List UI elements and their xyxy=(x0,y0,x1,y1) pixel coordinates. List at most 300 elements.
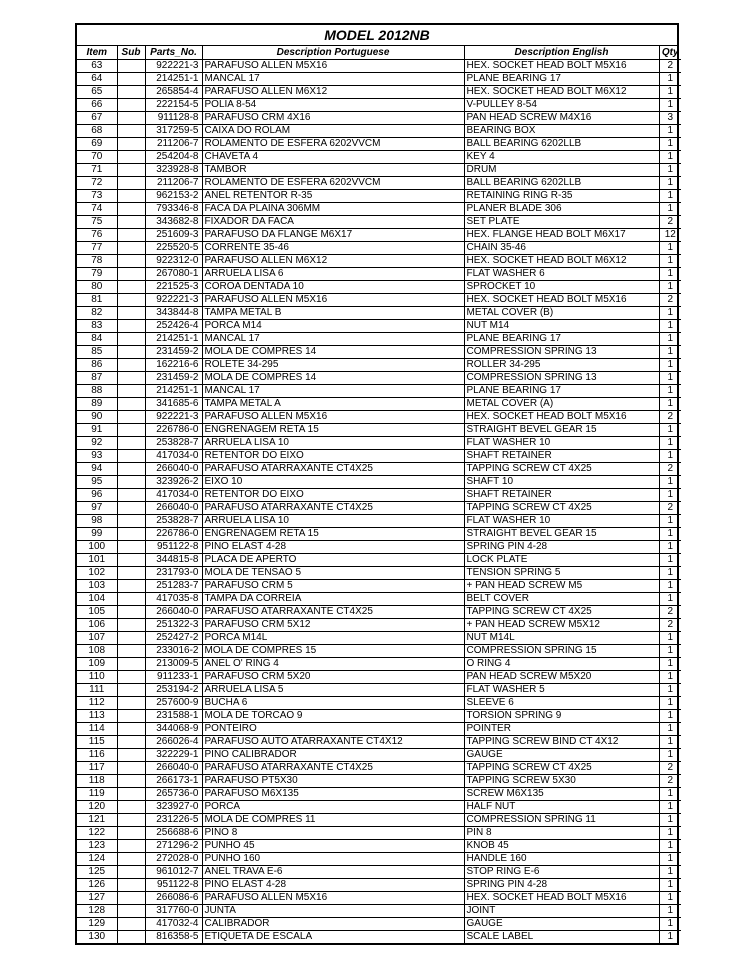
description-portuguese-cell: PORCA M14 xyxy=(202,320,464,333)
table-row xyxy=(77,346,681,359)
sub-cell xyxy=(117,112,145,125)
qty-cell: 1 xyxy=(659,424,681,437)
description-english-cell: NUT M14L xyxy=(464,632,659,645)
item-cell: 120 xyxy=(77,801,117,814)
part-number-cell: 231793-0 xyxy=(145,567,202,580)
sub-cell xyxy=(117,151,145,164)
item-cell: 67 xyxy=(77,112,117,125)
description-english-cell: NUT M14 xyxy=(464,320,659,333)
table-row xyxy=(77,645,681,658)
sub-cell xyxy=(117,229,145,242)
header-description-portuguese: Description Portuguese xyxy=(202,46,464,60)
part-number-cell: 343844-8 xyxy=(145,307,202,320)
description-portuguese-cell: MOLA DE TENSAO 5 xyxy=(202,567,464,580)
description-english-cell: HEX. SOCKET HEAD BOLT M6X12 xyxy=(464,86,659,99)
part-number-cell: 341685-6 xyxy=(145,398,202,411)
description-english-cell: SHAFT 10 xyxy=(464,476,659,489)
table-row xyxy=(77,710,681,723)
item-cell: 74 xyxy=(77,203,117,216)
description-english-cell: COMPRESSION SPRING 15 xyxy=(464,645,659,658)
part-number-cell: 343682-8 xyxy=(145,216,202,229)
qty-cell: 1 xyxy=(659,541,681,554)
header-row xyxy=(77,46,681,60)
description-english-cell: HEX. SOCKET HEAD BOLT M6X12 xyxy=(464,255,659,268)
description-english-cell: DRUM xyxy=(464,164,659,177)
sub-cell xyxy=(117,476,145,489)
table-row xyxy=(77,73,681,86)
part-number-cell: 267080-1 xyxy=(145,268,202,281)
sub-cell xyxy=(117,723,145,736)
description-portuguese-cell: PINO ELAST 4-28 xyxy=(202,541,464,554)
table-row xyxy=(77,775,681,788)
description-english-cell: BELT COVER xyxy=(464,593,659,606)
description-portuguese-cell: MOLA DE TORCAO 9 xyxy=(202,710,464,723)
table-row xyxy=(77,424,681,437)
description-english-cell: PLANE BEARING 17 xyxy=(464,73,659,86)
table-row xyxy=(77,580,681,593)
table-row xyxy=(77,268,681,281)
qty-cell: 12 xyxy=(659,229,681,242)
description-english-cell: BALL BEARING 6202LLB xyxy=(464,138,659,151)
item-cell: 108 xyxy=(77,645,117,658)
table-row xyxy=(77,86,681,99)
sub-cell xyxy=(117,593,145,606)
part-number-cell: 317259-5 xyxy=(145,125,202,138)
description-english-cell: PAN HEAD SCREW M4X16 xyxy=(464,112,659,125)
description-english-cell: COMPRESSION SPRING 13 xyxy=(464,372,659,385)
qty-cell: 1 xyxy=(659,177,681,190)
part-number-cell: 253828-7 xyxy=(145,437,202,450)
description-portuguese-cell: PINO 8 xyxy=(202,827,464,840)
table-row xyxy=(77,60,681,73)
part-number-cell: 265736-0 xyxy=(145,788,202,801)
sub-cell xyxy=(117,99,145,112)
part-number-cell: 344068-9 xyxy=(145,723,202,736)
description-english-cell: PLANE BEARING 17 xyxy=(464,385,659,398)
part-number-cell: 253194-2 xyxy=(145,684,202,697)
part-number-cell: 226786-0 xyxy=(145,424,202,437)
item-cell: 102 xyxy=(77,567,117,580)
sub-cell xyxy=(117,203,145,216)
item-cell: 93 xyxy=(77,450,117,463)
sub-cell xyxy=(117,528,145,541)
table-row xyxy=(77,814,681,827)
part-number-cell: 922221-3 xyxy=(145,411,202,424)
qty-cell: 1 xyxy=(659,736,681,749)
description-english-cell: HEX. FLANGE HEAD BOLT M6X17 xyxy=(464,229,659,242)
table-row xyxy=(77,125,681,138)
description-english-cell: TAPPING SCREW 5X30 xyxy=(464,775,659,788)
part-number-cell: 251609-3 xyxy=(145,229,202,242)
description-english-cell: PLANE BEARING 17 xyxy=(464,333,659,346)
description-portuguese-cell: PARAFUSO ATARRAXANTE CT4X25 xyxy=(202,606,464,619)
description-portuguese-cell: ANEL RETENTOR R-35 xyxy=(202,190,464,203)
item-cell: 113 xyxy=(77,710,117,723)
item-cell: 92 xyxy=(77,437,117,450)
table-row xyxy=(77,515,681,528)
table-row xyxy=(77,528,681,541)
table-row xyxy=(77,372,681,385)
description-portuguese-cell: POLIA 8-54 xyxy=(202,99,464,112)
description-portuguese-cell: PARAFUSO ATARRAXANTE CT4X25 xyxy=(202,762,464,775)
item-cell: 110 xyxy=(77,671,117,684)
table-row xyxy=(77,801,681,814)
qty-cell: 1 xyxy=(659,268,681,281)
description-english-cell: SLEEVE 6 xyxy=(464,697,659,710)
description-english-cell: COMPRESSION SPRING 13 xyxy=(464,346,659,359)
part-number-cell: 951122-8 xyxy=(145,879,202,892)
part-number-cell: 911233-1 xyxy=(145,671,202,684)
description-english-cell: PLANER BLADE 306 xyxy=(464,203,659,216)
description-english-cell: SHAFT RETAINER xyxy=(464,489,659,502)
item-cell: 116 xyxy=(77,749,117,762)
item-cell: 69 xyxy=(77,138,117,151)
description-portuguese-cell: RETENTOR DO EIXO xyxy=(202,450,464,463)
item-cell: 121 xyxy=(77,814,117,827)
description-portuguese-cell: ANEL TRAVA E-6 xyxy=(202,866,464,879)
description-portuguese-cell: PARAFUSO M6X135 xyxy=(202,788,464,801)
qty-cell: 1 xyxy=(659,580,681,593)
description-english-cell: PIN 8 xyxy=(464,827,659,840)
sub-cell xyxy=(117,372,145,385)
item-cell: 130 xyxy=(77,931,117,944)
table-row xyxy=(77,892,681,905)
part-number-cell: 257600-9 xyxy=(145,697,202,710)
item-cell: 129 xyxy=(77,918,117,931)
description-portuguese-cell: ARRUELA LISA 10 xyxy=(202,515,464,528)
qty-cell: 1 xyxy=(659,931,681,944)
qty-cell: 1 xyxy=(659,866,681,879)
part-number-cell: 266040-0 xyxy=(145,606,202,619)
sub-cell xyxy=(117,814,145,827)
table-row xyxy=(77,788,681,801)
qty-cell: 1 xyxy=(659,879,681,892)
description-english-cell: KEY 4 xyxy=(464,151,659,164)
table-row xyxy=(77,255,681,268)
description-english-cell: BALL BEARING 6202LLB xyxy=(464,177,659,190)
qty-cell: 1 xyxy=(659,749,681,762)
sub-cell xyxy=(117,684,145,697)
item-cell: 78 xyxy=(77,255,117,268)
description-portuguese-cell: CORRENTE 35-46 xyxy=(202,242,464,255)
description-portuguese-cell: MOLA DE COMPRES 11 xyxy=(202,814,464,827)
qty-cell: 1 xyxy=(659,645,681,658)
sub-cell xyxy=(117,697,145,710)
header-item: Item xyxy=(77,46,117,60)
part-number-cell: 252426-4 xyxy=(145,320,202,333)
table-row xyxy=(77,242,681,255)
table-row xyxy=(77,281,681,294)
description-portuguese-cell: ETIQUETA DE ESCALA xyxy=(202,931,464,944)
sub-cell xyxy=(117,281,145,294)
description-english-cell: METAL COVER (A) xyxy=(464,398,659,411)
table-row xyxy=(77,658,681,671)
description-english-cell: V-PULLEY 8-54 xyxy=(464,99,659,112)
description-english-cell: + PAN HEAD SCREW M5 xyxy=(464,580,659,593)
sub-cell xyxy=(117,346,145,359)
qty-cell: 2 xyxy=(659,411,681,424)
part-number-cell: 162216-6 xyxy=(145,359,202,372)
part-number-cell: 951122-8 xyxy=(145,541,202,554)
sub-cell xyxy=(117,450,145,463)
qty-cell: 2 xyxy=(659,60,681,73)
description-portuguese-cell: BUCHA 6 xyxy=(202,697,464,710)
part-number-cell: 231588-1 xyxy=(145,710,202,723)
description-portuguese-cell: PINO ELAST 4-28 xyxy=(202,879,464,892)
description-portuguese-cell: PARAFUSO ALLEN M5X16 xyxy=(202,411,464,424)
item-cell: 90 xyxy=(77,411,117,424)
sub-cell xyxy=(117,749,145,762)
qty-cell: 1 xyxy=(659,814,681,827)
description-english-cell: SCALE LABEL xyxy=(464,931,659,944)
part-number-cell: 225520-5 xyxy=(145,242,202,255)
part-number-cell: 222154-5 xyxy=(145,99,202,112)
description-english-cell: SHAFT RETAINER xyxy=(464,450,659,463)
item-cell: 122 xyxy=(77,827,117,840)
item-cell: 100 xyxy=(77,541,117,554)
description-english-cell: CHAIN 35-46 xyxy=(464,242,659,255)
qty-cell: 1 xyxy=(659,918,681,931)
qty-cell: 2 xyxy=(659,216,681,229)
description-portuguese-cell: JUNTA xyxy=(202,905,464,918)
sub-cell xyxy=(117,645,145,658)
description-portuguese-cell: PLACA DE APERTO xyxy=(202,554,464,567)
part-number-cell: 317760-0 xyxy=(145,905,202,918)
header-description-english: Description English xyxy=(464,46,659,60)
qty-cell: 1 xyxy=(659,697,681,710)
description-english-cell: SPRING PIN 4-28 xyxy=(464,879,659,892)
description-portuguese-cell: MOLA DE COMPRES 14 xyxy=(202,372,464,385)
description-english-cell: + PAN HEAD SCREW M5X12 xyxy=(464,619,659,632)
description-portuguese-cell: TAMPA METAL B xyxy=(202,307,464,320)
sub-cell xyxy=(117,294,145,307)
table-row xyxy=(77,112,681,125)
item-cell: 128 xyxy=(77,905,117,918)
item-cell: 104 xyxy=(77,593,117,606)
table-row xyxy=(77,216,681,229)
item-cell: 96 xyxy=(77,489,117,502)
part-number-cell: 911128-8 xyxy=(145,112,202,125)
item-cell: 117 xyxy=(77,762,117,775)
description-portuguese-cell: ARRUELA LISA 10 xyxy=(202,437,464,450)
part-number-cell: 272028-0 xyxy=(145,853,202,866)
qty-cell: 1 xyxy=(659,671,681,684)
part-number-cell: 266040-0 xyxy=(145,463,202,476)
qty-cell: 3 xyxy=(659,112,681,125)
table-row xyxy=(77,359,681,372)
description-portuguese-cell: PUNHO 45 xyxy=(202,840,464,853)
table-row xyxy=(77,723,681,736)
item-cell: 73 xyxy=(77,190,117,203)
sub-cell xyxy=(117,632,145,645)
description-english-cell: STRAIGHT BEVEL GEAR 15 xyxy=(464,528,659,541)
part-number-cell: 231459-2 xyxy=(145,346,202,359)
part-number-cell: 226786-0 xyxy=(145,528,202,541)
part-number-cell: 322229-1 xyxy=(145,749,202,762)
table-row xyxy=(77,606,681,619)
description-english-cell: FLAT WASHER 6 xyxy=(464,268,659,281)
table-row xyxy=(77,762,681,775)
sub-cell xyxy=(117,138,145,151)
part-number-cell: 211206-7 xyxy=(145,177,202,190)
part-number-cell: 816358-5 xyxy=(145,931,202,944)
qty-cell: 1 xyxy=(659,125,681,138)
description-portuguese-cell: ROLAMENTO DE ESFERA 6202VVCM xyxy=(202,138,464,151)
part-number-cell: 221525-3 xyxy=(145,281,202,294)
sub-cell xyxy=(117,242,145,255)
table-row xyxy=(77,736,681,749)
table-row xyxy=(77,307,681,320)
part-number-cell: 251283-7 xyxy=(145,580,202,593)
item-cell: 124 xyxy=(77,853,117,866)
part-number-cell: 211206-7 xyxy=(145,138,202,151)
description-english-cell: TORSION SPRING 9 xyxy=(464,710,659,723)
part-number-cell: 213009-5 xyxy=(145,658,202,671)
item-cell: 118 xyxy=(77,775,117,788)
item-cell: 97 xyxy=(77,502,117,515)
table-row xyxy=(77,398,681,411)
part-number-cell: 266026-4 xyxy=(145,736,202,749)
table-row xyxy=(77,151,681,164)
description-english-cell: KNOB 45 xyxy=(464,840,659,853)
table-row xyxy=(77,619,681,632)
sub-cell xyxy=(117,333,145,346)
sub-cell xyxy=(117,437,145,450)
description-english-cell: TAPPING SCREW CT 4X25 xyxy=(464,762,659,775)
part-number-cell: 323926-2 xyxy=(145,476,202,489)
table-row xyxy=(77,749,681,762)
description-english-cell: HEX. SOCKET HEAD BOLT M5X16 xyxy=(464,60,659,73)
qty-cell: 1 xyxy=(659,359,681,372)
description-english-cell: O RING 4 xyxy=(464,658,659,671)
sub-cell xyxy=(117,320,145,333)
description-portuguese-cell: PARAFUSO PT5X30 xyxy=(202,775,464,788)
table-row xyxy=(77,697,681,710)
part-number-cell: 417032-4 xyxy=(145,918,202,931)
item-cell: 66 xyxy=(77,99,117,112)
description-english-cell: STRAIGHT BEVEL GEAR 15 xyxy=(464,424,659,437)
description-portuguese-cell: ENGRENAGEM RETA 15 xyxy=(202,424,464,437)
qty-cell: 1 xyxy=(659,151,681,164)
description-portuguese-cell: ROLETE 34-295 xyxy=(202,359,464,372)
description-portuguese-cell: PARAFUSO CRM 5X12 xyxy=(202,619,464,632)
description-english-cell: JOINT xyxy=(464,905,659,918)
part-number-cell: 417034-0 xyxy=(145,450,202,463)
part-number-cell: 266086-6 xyxy=(145,892,202,905)
description-english-cell: HALF NUT xyxy=(464,801,659,814)
sub-cell xyxy=(117,788,145,801)
description-portuguese-cell: PORCA xyxy=(202,801,464,814)
table-row xyxy=(77,632,681,645)
description-english-cell: SPRING PIN 4-28 xyxy=(464,541,659,554)
description-english-cell: HEX. SOCKET HEAD BOLT M5X16 xyxy=(464,411,659,424)
description-portuguese-cell: EIXO 10 xyxy=(202,476,464,489)
qty-cell: 1 xyxy=(659,203,681,216)
header-qty: Qty xyxy=(659,46,681,60)
part-number-cell: 233016-2 xyxy=(145,645,202,658)
sub-cell xyxy=(117,762,145,775)
part-number-cell: 231226-5 xyxy=(145,814,202,827)
parts-table xyxy=(77,46,681,943)
item-cell: 72 xyxy=(77,177,117,190)
qty-cell: 1 xyxy=(659,528,681,541)
description-english-cell: BEARING BOX xyxy=(464,125,659,138)
qty-cell: 1 xyxy=(659,476,681,489)
part-number-cell: 253828-7 xyxy=(145,515,202,528)
part-number-cell: 254204-8 xyxy=(145,151,202,164)
part-number-cell: 344815-8 xyxy=(145,554,202,567)
qty-cell: 1 xyxy=(659,242,681,255)
item-cell: 111 xyxy=(77,684,117,697)
qty-cell: 2 xyxy=(659,502,681,515)
description-english-cell: FLAT WASHER 10 xyxy=(464,515,659,528)
table-row xyxy=(77,931,681,944)
description-english-cell: FLAT WASHER 10 xyxy=(464,437,659,450)
table-row xyxy=(77,918,681,931)
item-cell: 64 xyxy=(77,73,117,86)
description-portuguese-cell: ARRUELA LISA 6 xyxy=(202,268,464,281)
qty-cell: 2 xyxy=(659,606,681,619)
item-cell: 98 xyxy=(77,515,117,528)
qty-cell: 1 xyxy=(659,281,681,294)
qty-cell: 1 xyxy=(659,515,681,528)
qty-cell: 1 xyxy=(659,307,681,320)
item-cell: 85 xyxy=(77,346,117,359)
table-row xyxy=(77,138,681,151)
header-part-number: Parts_No. xyxy=(145,46,202,60)
item-cell: 115 xyxy=(77,736,117,749)
qty-cell: 1 xyxy=(659,801,681,814)
sub-cell xyxy=(117,619,145,632)
part-number-cell: 252427-2 xyxy=(145,632,202,645)
description-portuguese-cell: PUNHO 160 xyxy=(202,853,464,866)
part-number-cell: 231459-2 xyxy=(145,372,202,385)
part-number-cell: 961012-7 xyxy=(145,866,202,879)
part-number-cell: 214251-1 xyxy=(145,73,202,86)
sub-cell xyxy=(117,86,145,99)
table-row xyxy=(77,684,681,697)
description-portuguese-cell: TAMPA METAL A xyxy=(202,398,464,411)
table-row xyxy=(77,489,681,502)
description-english-cell: TENSION SPRING 5 xyxy=(464,567,659,580)
sub-cell xyxy=(117,73,145,86)
qty-cell: 1 xyxy=(659,905,681,918)
table-row xyxy=(77,294,681,307)
sub-cell xyxy=(117,216,145,229)
qty-cell: 1 xyxy=(659,710,681,723)
description-portuguese-cell: FACA DA PLAINA 306MM xyxy=(202,203,464,216)
description-portuguese-cell: PARAFUSO ALLEN M6X12 xyxy=(202,86,464,99)
description-english-cell: RETAINING RING R-35 xyxy=(464,190,659,203)
table-row xyxy=(77,593,681,606)
qty-cell: 1 xyxy=(659,346,681,359)
sub-cell xyxy=(117,580,145,593)
item-cell: 83 xyxy=(77,320,117,333)
qty-cell: 1 xyxy=(659,86,681,99)
qty-cell: 2 xyxy=(659,775,681,788)
header-sub: Sub xyxy=(117,46,145,60)
part-number-cell: 265854-4 xyxy=(145,86,202,99)
qty-cell: 2 xyxy=(659,619,681,632)
qty-cell: 1 xyxy=(659,372,681,385)
description-portuguese-cell: RETENTOR DO EIXO xyxy=(202,489,464,502)
sub-cell xyxy=(117,606,145,619)
item-cell: 89 xyxy=(77,398,117,411)
description-portuguese-cell: ENGRENAGEM RETA 15 xyxy=(202,528,464,541)
item-cell: 71 xyxy=(77,164,117,177)
sub-cell xyxy=(117,255,145,268)
qty-cell: 1 xyxy=(659,164,681,177)
